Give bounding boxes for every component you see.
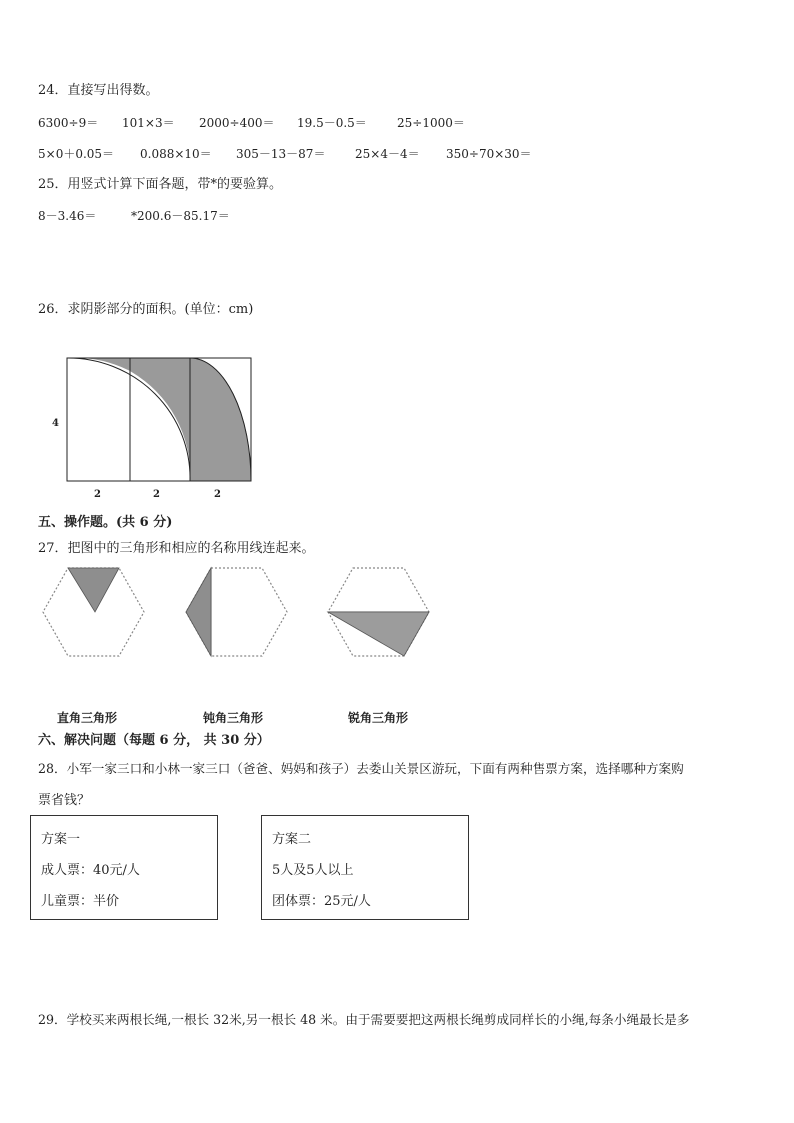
height-label: 4 [52, 418, 59, 429]
q26-title: 26．求阴影部分的面积。(单位：cm) [38, 302, 254, 317]
q24-expr: 25÷1000＝ [397, 116, 465, 130]
shaded-triangle-2 [186, 568, 211, 656]
shaded-triangle-3 [328, 612, 429, 656]
plan-2-group: 团体票：25元/人 [272, 894, 371, 909]
q24-expr: 2000÷400＝ [199, 116, 275, 130]
q24-expr: 5×0＋0.05＝ [38, 147, 115, 161]
width-label: 2 [214, 489, 221, 500]
triangle-name: 锐角三角形 [348, 711, 409, 725]
q24-expr: 0.088×10＝ [140, 147, 212, 161]
section-5-title: 五、操作题。(共 6 分) [38, 515, 173, 530]
q25-item: 8－3.46＝ [38, 209, 97, 223]
plan-2-box [261, 815, 469, 920]
q28-line1: 28．小军一家三口和小林一家三口（爸爸、妈妈和孩子）去娄山关景区游玩，下面有两种售票方案，选择哪种方案购 [38, 761, 684, 776]
q24-expr: 6300÷9＝ [38, 116, 99, 130]
section-6-title: 六、解决问题（每题 6 分， 共 30 分） [38, 733, 270, 748]
shaded-triangle-1 [68, 568, 119, 612]
q29-text: 29．学校买来两根长绳,一根长 32米,另一根长 48 米。由于需要要把这两根长绳剪成同样长的小绳,每条小绳最长是多 [38, 1012, 690, 1027]
plan-1-child: 儿童票：半价 [41, 894, 120, 909]
q24-expr: 19.5－0.5＝ [297, 116, 367, 130]
plan-2-condition: 5人及5人以上 [272, 863, 354, 878]
plan-2-title: 方案二 [272, 832, 312, 847]
triangle-name: 钝角三角形 [203, 711, 264, 725]
q28-line2: 票省钱？ [38, 793, 91, 808]
q24-expr: 305－13－87＝ [236, 147, 326, 161]
width-label: 2 [153, 489, 160, 500]
q24-expr: 350÷70×30＝ [446, 147, 532, 161]
q24-title: 24．直接写出得数。 [38, 83, 159, 98]
plan-1-title: 方案一 [41, 832, 81, 847]
width-label: 2 [94, 489, 101, 500]
q24-expr: 101×3＝ [122, 116, 175, 130]
q25-item: *200.6－85.17＝ [131, 209, 230, 223]
q27-title: 27．把图中的三角形和相应的名称用线连起来。 [38, 541, 315, 556]
plan-1-box [30, 815, 218, 920]
triangle-name: 直角三角形 [57, 711, 118, 725]
q25-title: 25．用竖式计算下面各题，带*的要验算。 [38, 177, 283, 192]
q24-expr: 25×4－4＝ [355, 147, 420, 161]
plan-1-adult: 成人票：40元/人 [41, 863, 140, 878]
